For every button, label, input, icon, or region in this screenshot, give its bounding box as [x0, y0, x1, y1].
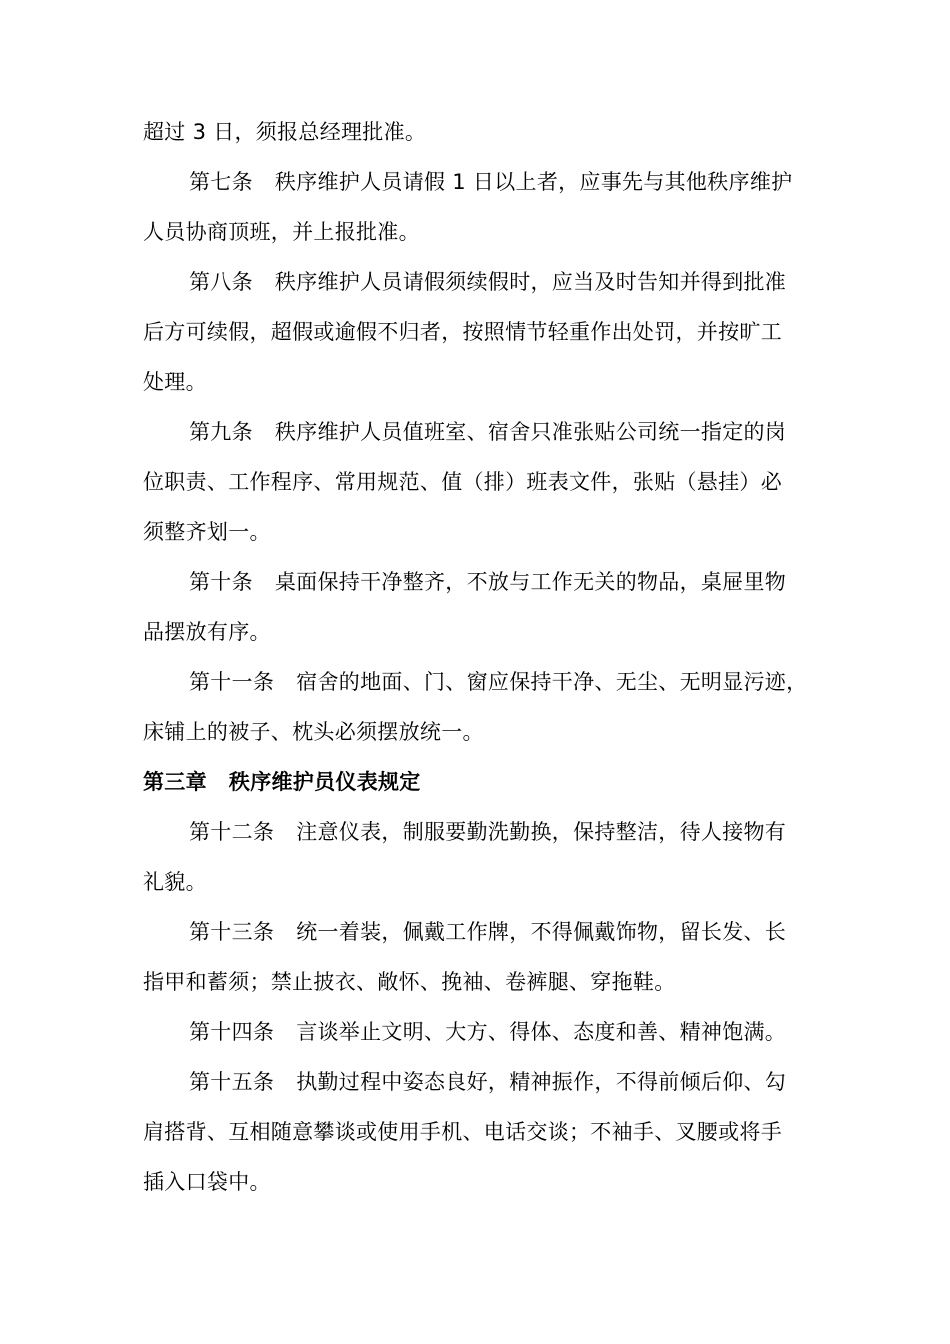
article-line [143, 257, 809, 307]
document-page [143, 107, 809, 1207]
line-text: 品摆放有序。 [143, 620, 271, 644]
line-text: 肩搭背、互相随意攀谈或使用手机、电话交谈；不袖手、叉腰或将手 [143, 1120, 782, 1144]
paragraph-line [143, 957, 809, 1007]
article-number: 第十条 [189, 570, 253, 594]
article-number: 第十一条 [189, 670, 275, 694]
article-number: 第七条 [189, 170, 253, 194]
article-text: 注意仪表，制服要勤洗勤换，保持整洁，待人接物有 [296, 820, 787, 844]
chapter-heading [143, 757, 809, 807]
article-line [143, 157, 809, 207]
line-text: 处理。 [143, 370, 207, 394]
article-text: 秩序维护人员请假须续假时，应当及时告知并得到批准 [274, 270, 787, 294]
article-text: 统一着装，佩戴工作牌，不得佩戴饰物，留长发、长 [296, 920, 787, 944]
article-text: 执勤过程中姿态良好，精神振作，不得前倾后仰、勾 [296, 1070, 787, 1094]
article-line [143, 1057, 809, 1107]
line-text: 礼貌。 [143, 870, 207, 894]
line-text: 指甲和蓄须；禁止披衣、敞怀、挽袖、卷裤腿、穿拖鞋。 [143, 970, 676, 994]
line-text: 后方可续假，超假或逾假不归者，按照情节轻重作出处罚，并按旷工 [143, 320, 782, 344]
article-text: 秩序维护人员值班室、宿舍只准张贴公司统一指定的岗 [274, 420, 787, 444]
article-line [143, 557, 809, 607]
paragraph-line [143, 1157, 809, 1207]
article-line [143, 407, 809, 457]
line-text: 床铺上的被子、枕头必须摆放统一。 [143, 720, 484, 744]
article-text: 秩序维护人员请假 1 日以上者，应事先与其他秩序维护 [274, 170, 793, 194]
article-text: 桌面保持干净整齐，不放与工作无关的物品，桌屉里物 [274, 570, 787, 594]
article-number: 第九条 [189, 420, 253, 444]
article-number: 第十五条 [189, 1070, 275, 1094]
article-line [143, 657, 809, 707]
paragraph-line [143, 107, 809, 157]
article-number: 第十三条 [189, 920, 275, 944]
paragraph-line [143, 507, 809, 557]
paragraph-line [143, 307, 809, 357]
line-text: 超过 3 日，须报总经理批准。 [143, 120, 427, 144]
paragraph-line [143, 457, 809, 507]
line-text: 人员协商顶班，并上报批准。 [143, 220, 420, 244]
article-number: 第八条 [189, 270, 253, 294]
paragraph-line [143, 1107, 809, 1157]
article-number: 第十四条 [189, 1020, 275, 1044]
chapter-title: 秩序维护员仪表规定 [228, 770, 421, 794]
line-text: 须整齐划一。 [143, 520, 271, 544]
paragraph-line [143, 357, 809, 407]
paragraph-line [143, 207, 809, 257]
line-text: 位职责、工作程序、常用规范、值（排）班表文件，张贴（悬挂）必 [143, 470, 782, 494]
paragraph-line [143, 857, 809, 907]
article-line [143, 1007, 809, 1057]
article-text: 宿舍的地面、门、窗应保持干净、无尘、无明显污迹， [296, 670, 808, 694]
paragraph-line [143, 707, 809, 757]
chapter-number: 第三章 [143, 770, 207, 794]
article-line [143, 907, 809, 957]
article-line [143, 807, 809, 857]
paragraph-line [143, 607, 809, 657]
line-text: 插入口袋中。 [143, 1170, 271, 1194]
article-text: 言谈举止文明、大方、得体、态度和善、精神饱满。 [296, 1020, 787, 1044]
article-number: 第十二条 [189, 820, 275, 844]
